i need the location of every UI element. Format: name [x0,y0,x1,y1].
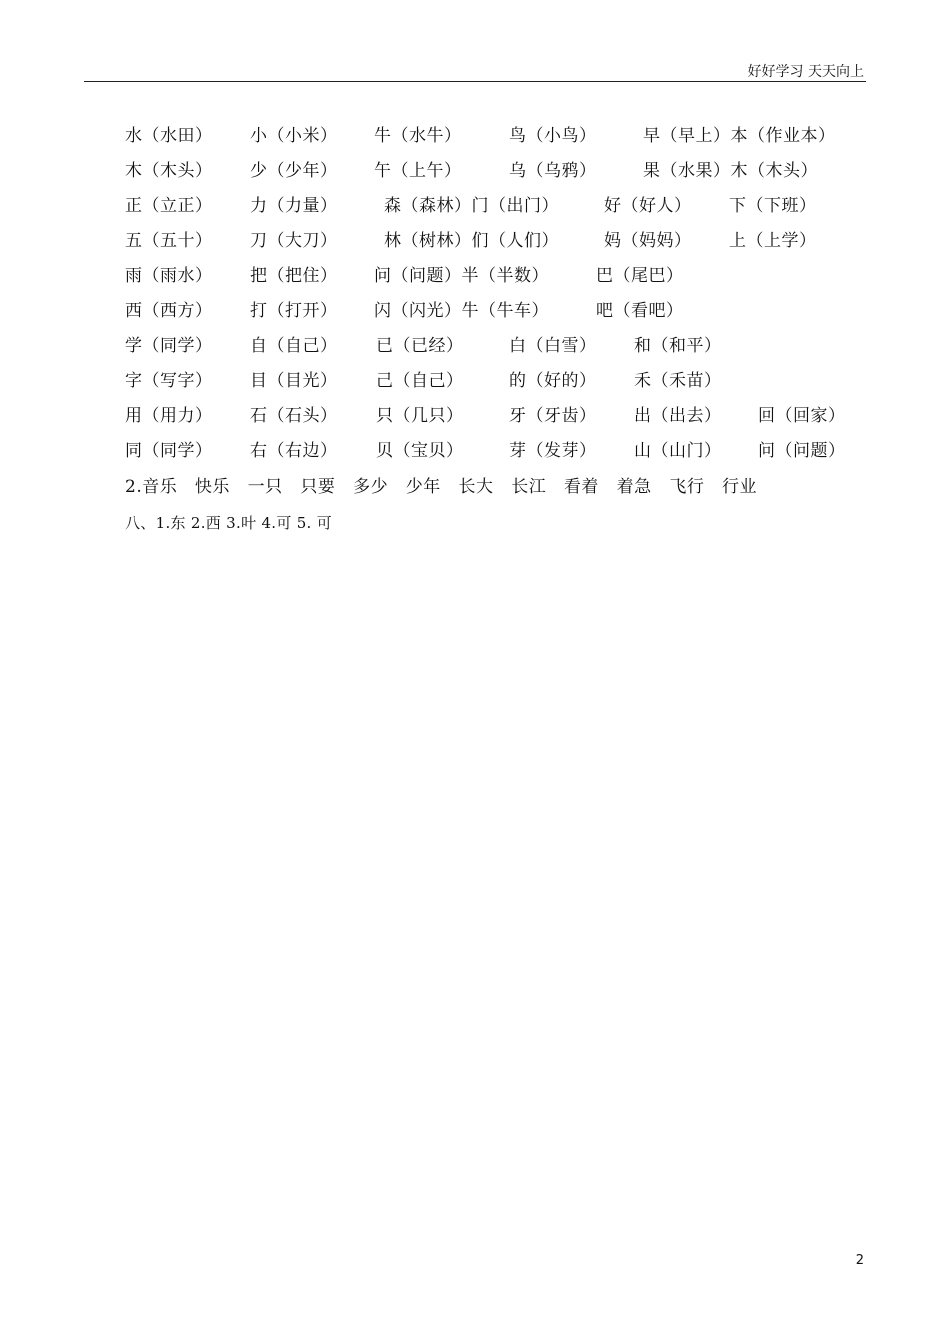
table-cell: 力（力量） [250,196,338,216]
table-cell: 早（早上）本（作业本） [643,126,836,146]
table-cell: 午（上午） [374,161,462,181]
table-row [0,440,950,475]
table-cell: 水（水田） [125,126,213,146]
table-cell: 少（少年） [250,161,338,181]
table-cell: 刀（大刀） [250,231,338,251]
answer-line-8: 八、1.东 2.西 3.叶 4.可 5. 可 [125,514,332,532]
table-cell: 正（立正） [125,196,213,216]
table-cell: 山（山门） [634,441,722,461]
table-cell: 字（写字） [125,371,213,391]
table-row [0,300,950,335]
table-cell: 好（好人） [604,196,692,216]
table-cell: 五（五十） [125,231,213,251]
table-cell: 闪（闪光）牛（牛车） [374,301,549,321]
table-row [0,230,950,265]
table-cell: 牛（水牛） [374,126,462,146]
table-cell: 打（打开） [250,301,338,321]
table-row [0,370,950,405]
table-cell: 果（水果）木（木头） [643,161,818,181]
table-cell: 石（石头） [250,406,338,426]
table-cell: 芽（发芽） [509,441,597,461]
table-row [0,195,950,230]
table-cell: 用（用力） [125,406,213,426]
table-cell: 的（好的） [509,371,597,391]
table-cell: 森（森林）门（出门） [384,196,559,216]
table-cell: 贝（宝贝） [376,441,464,461]
table-cell: 木（木头） [125,161,213,181]
table-cell: 上（上学） [729,231,817,251]
table-cell: 巴（尾巴） [596,266,684,286]
table-cell: 禾（禾苗） [634,371,722,391]
table-row [0,405,950,440]
table-cell: 右（右边） [250,441,338,461]
table-cell: 自（自己） [250,336,338,356]
table-cell: 己（自己） [376,371,464,391]
table-row [0,265,950,300]
table-cell: 白（白雪） [509,336,597,356]
table-cell: 问（问题） [758,441,846,461]
table-cell: 同（同学） [125,441,213,461]
header-title: 好好学习 天天向上 [747,64,864,80]
table-cell: 问（问题）半（半数） [374,266,549,286]
table-cell: 下（下班） [729,196,817,216]
table-cell: 目（目光） [250,371,338,391]
table-cell: 吧（看吧） [596,301,684,321]
answer-line-2: 2.音乐 快乐 一只 只要 多少 少年 长大 长江 看着 着急 飞行 行业 [125,477,758,497]
table-cell: 出（出去） [634,406,722,426]
table-row [0,125,950,160]
table-row [0,160,950,195]
table-cell: 鸟（小鸟） [509,126,597,146]
table-cell: 学（同学） [125,336,213,356]
table-cell: 西（西方） [125,301,213,321]
table-row [0,335,950,370]
table-cell: 妈（妈妈） [604,231,692,251]
table-cell: 和（和平） [634,336,722,356]
table-cell: 把（把住） [250,266,338,286]
table-cell: 牙（牙齿） [509,406,597,426]
table-cell: 林（树林）们（人们） [384,231,559,251]
table-cell: 已（已经） [376,336,464,356]
table-cell: 回（回家） [758,406,846,426]
table-cell: 小（小米） [250,126,338,146]
table-cell: 乌（乌鸦） [509,161,597,181]
table-cell: 只（几只） [376,406,464,426]
table-cell: 雨（雨水） [125,266,213,286]
page-number: 2 [855,1253,864,1268]
